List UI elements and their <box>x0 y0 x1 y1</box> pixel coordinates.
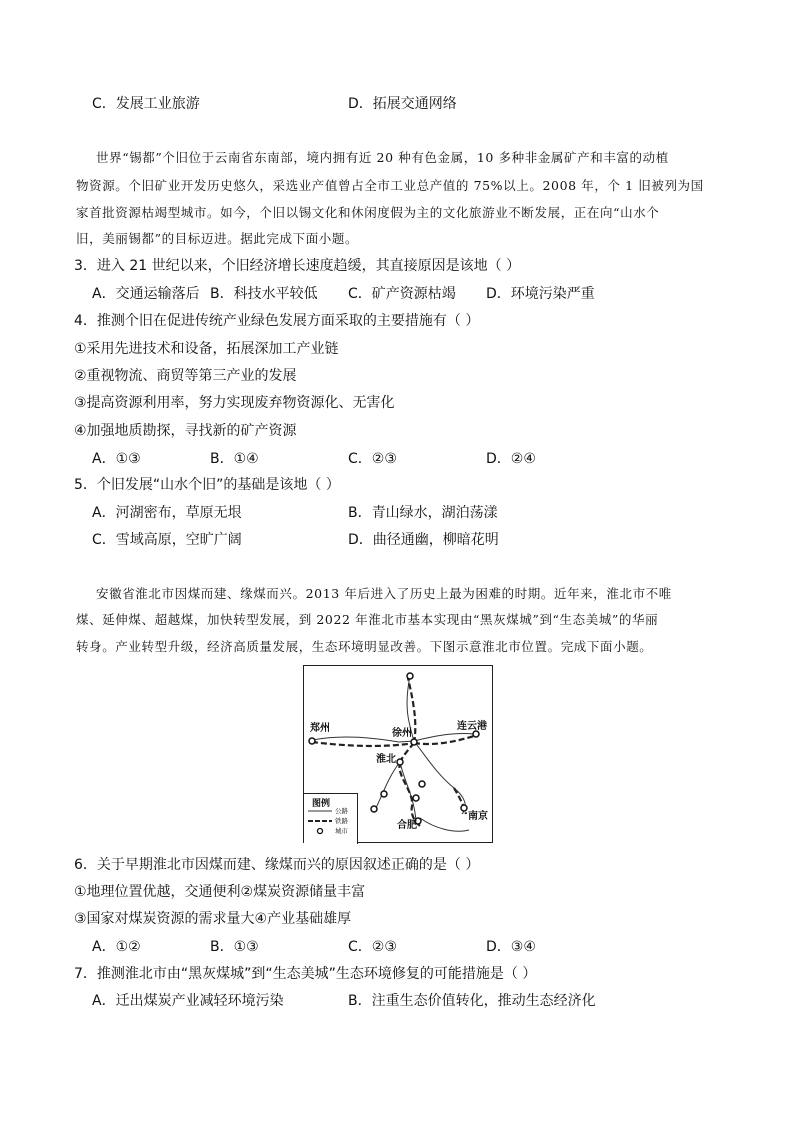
q5-option-c: C．雪域高原，空旷广阔 <box>92 532 242 548</box>
huaibei-location-map <box>303 665 493 843</box>
city-marker-zhengzhou <box>309 738 315 744</box>
city-label-nanjing: 南京 <box>468 811 488 822</box>
question-7-stem: 7．推测淮北市由“黑灰煤城”到“生态美城”生态环境修复的可能措施是（ ） <box>74 966 537 982</box>
q3-option-a: A．交通运输落后 <box>92 286 200 302</box>
q3-option-d: D．环境污染严重 <box>486 286 595 302</box>
q7-option-b: B．注重生态价值转化，推动生态经济化 <box>348 993 596 1009</box>
city-marker-southwest <box>371 806 377 812</box>
legend-railway-label: 铁路 <box>335 817 348 825</box>
highway-xuzhou-lianyungang <box>414 733 474 741</box>
city-label-hefei: 合肥 <box>397 820 417 831</box>
q3-option-c: C．矿产资源枯竭 <box>348 286 456 302</box>
passage1-line-1: 世界“锡都”个旧位于云南省东南部，境内拥有近 20 种有色金属，10 多种非金属矿产和丰富的动植 <box>96 150 669 165</box>
passage2-line-1: 安徽省淮北市因煤而建、缘煤而兴。2013 年后进入了历史上最为困难的时期。近年来，淮北市不唯 <box>96 586 672 601</box>
passage1-line-3: 家首批资源枯竭型城市。如今，个旧以锡文化和休闲度假为主的文化旅游业不断发展，正在向“山水个 <box>76 205 660 220</box>
q4-item-3: ③提高资源利用率，努力实现废弃物资源化、无害化 <box>74 395 395 411</box>
q6-option-c: C．②③ <box>348 939 397 955</box>
city-marker-mid-3 <box>413 795 419 801</box>
city-label-xuzhou: 徐州 <box>392 728 412 739</box>
q6-item-1: ①地理位置优越，交通便利②煤炭资源储量丰富 <box>74 884 366 900</box>
city-marker-mid-2 <box>381 791 387 797</box>
q4-item-1: ①采用先进技术和设备，拓展深加工产业链 <box>74 341 339 357</box>
city-marker-north <box>407 673 413 679</box>
railway-xuzhou-east <box>414 736 474 744</box>
city-marker-nanjing <box>461 805 467 811</box>
option-c: C．发展工业旅游 <box>92 96 200 112</box>
legend-city-symbol <box>318 829 323 834</box>
highway-hefei-nanjing <box>420 818 469 831</box>
legend-title: 图例 <box>312 799 331 809</box>
highway-xuzhou-nanjing <box>414 741 465 814</box>
question-4-stem: 4．推测个旧在促进传统产业绿色发展方面采取的主要措施有（ ） <box>74 313 480 329</box>
city-marker-huaibei <box>397 759 403 765</box>
legend-highway-label: 公路 <box>335 807 348 815</box>
q4-option-c: C．②③ <box>348 451 397 467</box>
passage1-line-2: 物资源。个旧矿业开发历史悠久，采选业产值曾占全市工业总产值的 75%以上。2008 年，个 1 旧被列为国 <box>76 178 704 193</box>
map-legend <box>304 793 358 844</box>
option-d: D．拓展交通网络 <box>348 96 457 112</box>
question-5-stem: 5．个旧发展“山水个旧”的基础是该地（ ） <box>74 477 340 493</box>
city-marker-xuzhou <box>411 739 417 745</box>
highway-huaibei-southwest <box>376 762 400 808</box>
q4-option-b: B．①④ <box>210 451 259 467</box>
passage2-line-2: 煤、延伸煤、超越煤，加快转型发展，到 2022 年淮北市基本实现由“黑灰煤城”到“生态美城”的华丽 <box>76 612 659 627</box>
q6-option-a: A．①② <box>92 939 141 955</box>
railway-zhengzhou-xuzhou <box>312 742 414 746</box>
legend-symbols <box>304 794 357 844</box>
passage1-line-4: 旧，美丽锡都”的目标迈进。据此完成下面小题。 <box>76 231 359 246</box>
q7-option-a: A．迁出煤炭产业减轻环境污染 <box>92 993 284 1009</box>
q6-option-d: D．③④ <box>486 939 536 955</box>
q6-item-2: ③国家对煤炭资源的需求量大④产业基础雄厚 <box>74 911 352 927</box>
city-marker-mid-1 <box>419 781 425 787</box>
city-label-zhengzhou: 郑州 <box>310 723 330 734</box>
legend-city-label: 城市 <box>335 827 348 835</box>
question-3-stem: 3．进入 21 世纪以来，个旧经济增长速度趋缓，其直接原因是该地（ ） <box>74 258 521 274</box>
q4-option-d: D．②④ <box>486 451 536 467</box>
q5-option-a: A．河湖密布，草原无垠 <box>92 505 242 521</box>
q4-option-a: A．①③ <box>92 451 141 467</box>
q4-item-2: ②重视物流、商贸等第三产业的发展 <box>74 368 297 384</box>
city-label-lianyungang: 连云港 <box>457 721 487 732</box>
city-label-huaibei: 淮北 <box>376 754 396 765</box>
question-6-stem: 6．关于早期淮北市因煤而建、缘煤而兴的原因叙述正确的是（ ） <box>74 857 480 873</box>
passage2-line-3: 转身。产业转型升级，经济高质量发展，生态环境明显改善。下图示意淮北市位置。完成下面小题。 <box>76 639 653 654</box>
q6-option-b: B．①③ <box>210 939 259 955</box>
q5-option-d: D．曲径通幽，柳暗花明 <box>348 532 499 548</box>
q4-item-4: ④加强地质勘探，寻找新的矿产资源 <box>74 423 297 439</box>
q3-option-b: B．科技水平较低 <box>210 286 318 302</box>
q5-option-b: B．青山绿水，湖泊荡漾 <box>348 505 498 521</box>
